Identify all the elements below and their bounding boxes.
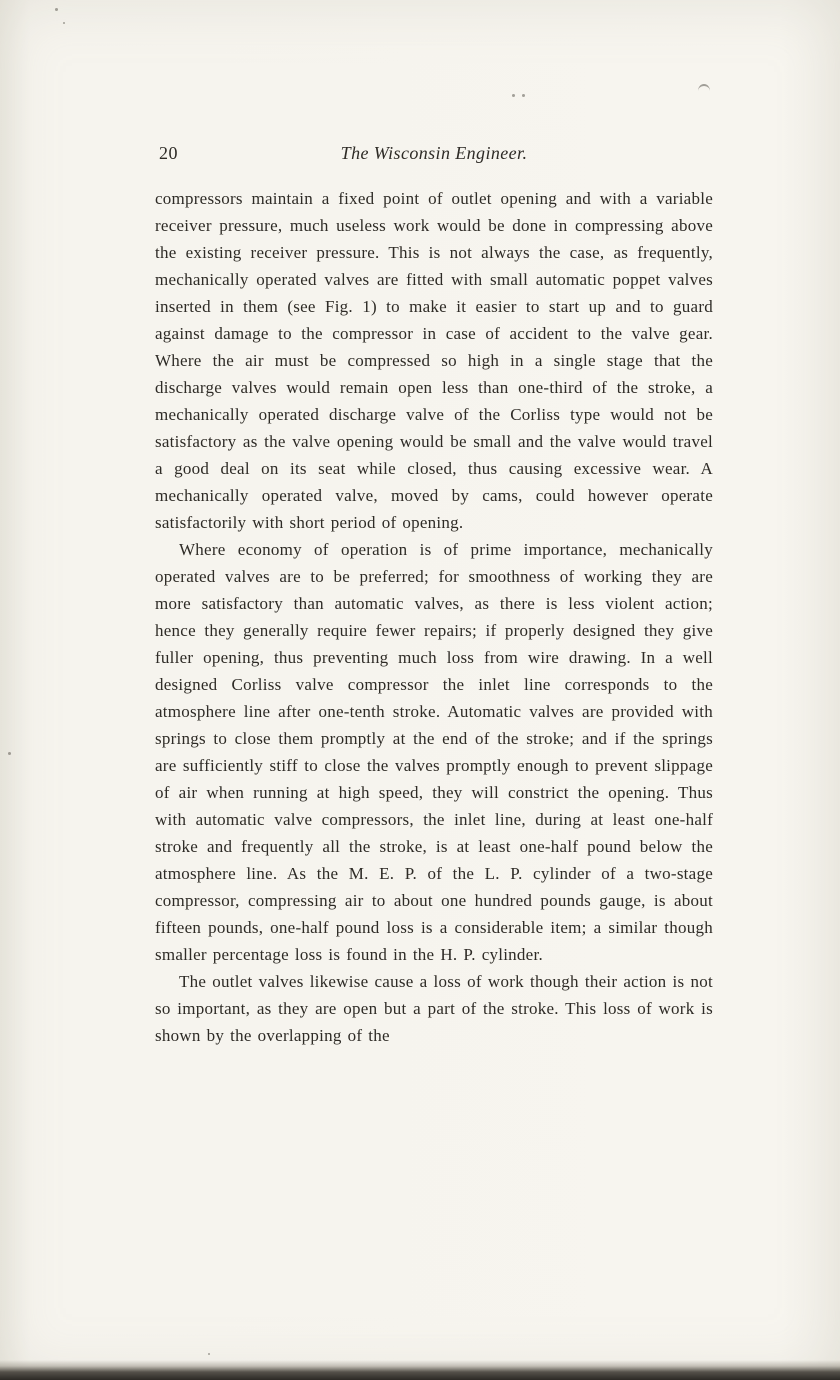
page-header — [155, 143, 713, 169]
scan-speck — [8, 752, 11, 755]
scan-speck — [522, 94, 525, 97]
scan-speck — [63, 22, 65, 24]
scan-speck — [512, 94, 515, 97]
scan-speck — [55, 8, 58, 11]
scan-edge-artifact — [0, 1360, 840, 1380]
paragraph-3: The outlet valves likewise cause a loss of work though their action is not so important, as they are open but a part of the stroke. This loss of work is shown by the overlapping of the — [155, 972, 713, 1045]
page-number: 20 — [159, 143, 178, 163]
scan-mark — [698, 84, 710, 91]
journal-title: The Wisconsin Engineer. — [340, 143, 528, 163]
scan-speck — [208, 1353, 210, 1355]
page-body — [155, 185, 713, 1049]
paragraph-1: compressors maintain a fixed point of outlet opening and with a variable receiver pressure, much useless work would be done in compressing above the existing receiver pressure. This is not always the case, as frequently, mechanically operated valves are fitted with small automatic poppet valves inserted in them (see Fig. 1) to make it easier to start up and to guard against damage to the compressor in case of accident to the valve gear. Where the air must be compressed so high in a single stage that the discharge valves would remain open less than one-third of the stroke, a mechanically operated discharge valve of the Corliss type would not be satisfactory as the valve opening would be small and the valve would travel a good deal on its seat while closed, thus causing excessive wear. A mechanically operated valve, moved by cams, could however operate satisfactorily with short period of opening. — [155, 189, 713, 532]
paragraph-2: Where economy of operation is of prime importance, mechanically operated valves are to be preferred; for smoothness of working they are more satisfactory than automatic valves, as there is less violent action; hence they generally require fewer repairs; if properly designed they give fuller opening, thus preventing much loss from wire drawing. In a well designed Corliss valve compressor the inlet line corresponds to the atmosphere line after one-tenth stroke. Automatic valves are provided with springs to close them promptly at the end of the stroke; and if the springs are sufficiently stiff to close the valves promptly enough to prevent slippage of air when running at high speed, they will constrict the opening. Thus with automatic valve compressors, the inlet line, during at least one-half stroke and frequently all the stroke, is at least one-half pound below the atmosphere line. As the M. E. P. of the L. P. cylinder of a two-stage compressor, compressing air to about one hundred pounds gauge, is about fifteen pounds, one-half pound loss is a considerable item; a similar though smaller percentage loss is found in the H. P. cylinder. — [155, 540, 713, 964]
